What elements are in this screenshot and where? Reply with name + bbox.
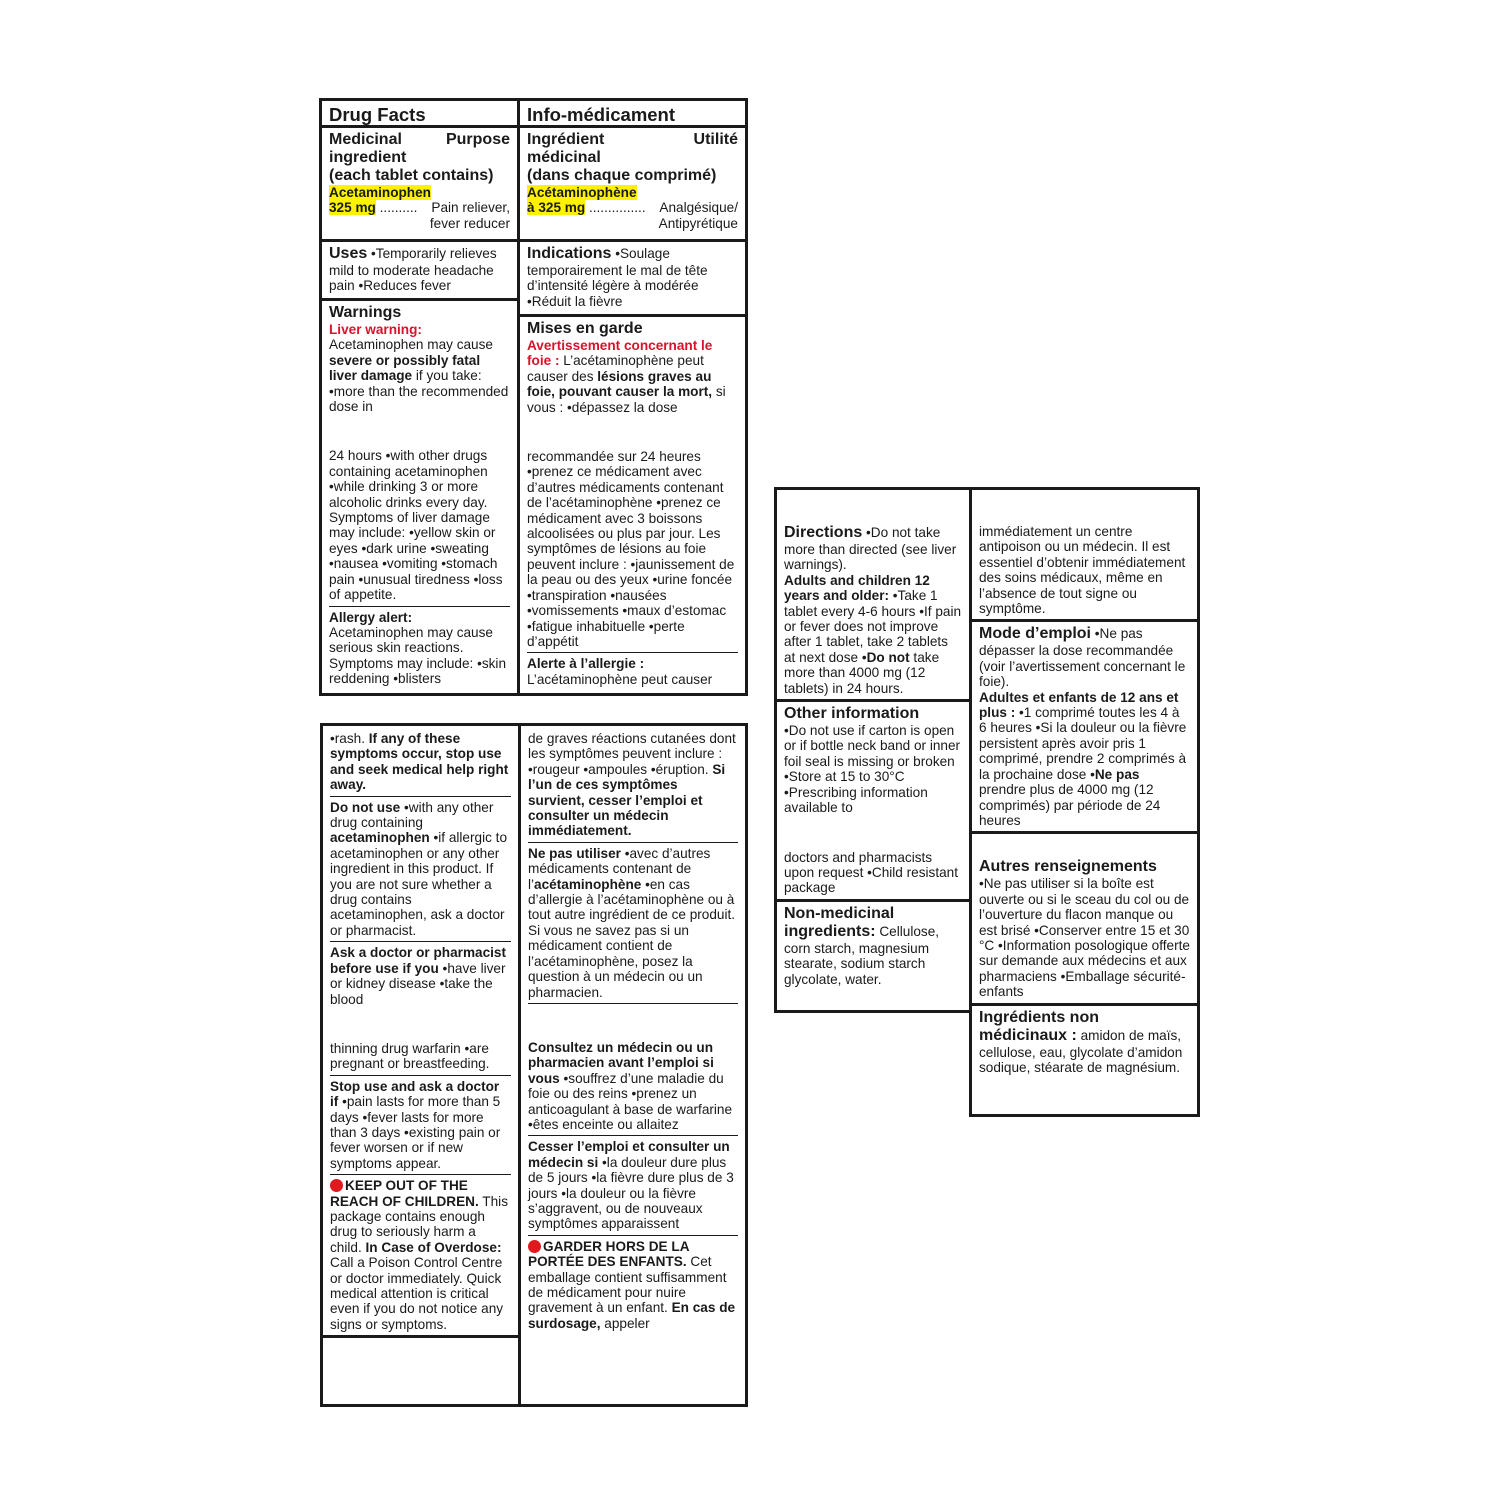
rash-section: •rash. If any of these symptoms occur, stop use and seek medical help right away. Do not use •with any other drug containing acetaminophen •if allergic to acetaminophen or any other ingredient in this product. If you are not sure whether a drug contains acetaminophen, ask a doctor or pharmacist. Ask a doctor or pharmacist before use if you •have liver or kidney disease •take the blood thinning drug warfarin •are pregnant or breastfeeding. Stop use and ask a doctor if •pain lasts for more than 5 days •fever lasts for more than 3 days •existing pain or fever worsen or if new symptoms appear. KEEP OUT OF THE REACH OF CHILDREN. This package contains enough drug to seriously harm a child. In Case of Overdose: Call a Poison Control Centre or doctor immediately. Quick medical attention is critical even if you do not notice any signs or symptoms. — [323, 726, 518, 1338]
info-medicament-title: Info-médicament — [520, 101, 745, 128]
autres-renseignements-section: Autres renseignements •Ne pas utiliser si la boîte est ouverte ou si le sceau du col ou de l’ouverture du flacon manque ou est brisé •Conserver entre 15 et 30 °C •Information posologique offerte sur demande aux médecins et aux pharmaciens •Emballage sécurité-enfants — [972, 834, 1197, 1005]
liver-warning-heading: Liver warning: — [329, 322, 422, 337]
stop-dot-icon — [330, 1179, 343, 1192]
rash-section-fr: de graves réactions cutanées dont les symptômes peuvent inclure : •rougeur •ampoules •éruption. Si l’un de ces symptômes survient, cesser l’emploi et consulter un médecin immédiatement. Ne pas utiliser •avec d’autres médicaments contenant de l’acétaminophène •en cas d’allergie à l’acétaminophène ou à tout autre ingrédient de ce produit. Si vous ne savez pas si un médicament contient de l’acétaminophène, posez la question à un médecin ou un pharmacien. Consultez un médecin ou un pharmacien avant l’emploi si vous •souffrez d’une maladie du foie ou des reins •prenez un anticoagulant à base de warfarine •êtes enceinte ou allaitez Cesser l’emploi et consulter un médecin si •la douleur dure plus de 5 jours •la fièvre dure plus de 3 jours •la douleur ou la fièvre s’aggravent, ou de nouveaux symptômes apparaissent GARDER HORS DE LA PORTÉE DES ENFANTS. Cet emballage contient suffisamment de médicament pour nuire gravement à un enfant. En cas de surdosage, appeler — [521, 726, 745, 1334]
continued-overdose-section: immédiatement un centre antipoison ou un médecin. Il est essentiel d’obtenir immédiatement des soins médicaux, même en l’absence de tout signe ou symptôme. — [972, 490, 1197, 622]
allergy-alert-heading: Allergy alert: — [329, 609, 413, 625]
mode-emploi-section: Mode d’emploi •Ne pas dépasser la dose recommandée (voir l’avertissement concernant le foie). Adultes et enfants de 12 ans et plus : •1 comprimé toutes les 4 à 6 heures •Si la douleur ou la fièvre persistent après avoir pris 1 comprimé, prendre 2 comprimés à la prochaine dose •Ne pas prendre plus de 4000 mg (12 comprimés) par période de 24 heures — [972, 622, 1197, 834]
english-column — [323, 726, 521, 1404]
ingredient-section-fr: Ingrédient Utilité médicinal (dans chaque comprimé) Acétaminophène à 325 mg ............... Analgésique/ Antipyrétique — [520, 128, 745, 242]
non-medicinal-section: Non-medicinal ingredients: Cellulose, corn starch, magnesium stearate, sodium starch glycolate, water. — [784, 904, 940, 987]
french-column — [520, 101, 745, 693]
active-ingredient-name: Acetaminophen — [329, 185, 431, 200]
drug-facts-panel-top — [319, 98, 748, 696]
french-column — [521, 726, 745, 1404]
ingredient-section: Medicinal Purpose ingredient (each tablet contains) Acetaminophen 325 mg .......... Pain reliever, fever reducer — [322, 128, 517, 242]
stop-dot-icon — [528, 1240, 541, 1253]
drug-facts-panel-bottom — [320, 723, 748, 1407]
uses-section: Uses •Temporarily relieves mild to moderate headache pain •Reduces fever — [322, 242, 517, 301]
indications-section: Indications •Soulage temporairement le mal de tête d’intensité légère à modérée •Réduit la fièvre — [520, 242, 745, 317]
english-column — [774, 487, 972, 1013]
directions-section: Directions •Do not take more than directed (see liver warnings). Adults and children 12 years and older: •Take 1 tablet every 4-6 hours •If pain or fever does not improve after 1 tablet, take 2 tablets at next dose •Do not take more than 4000 mg (12 tablets) in 24 hours. — [777, 490, 969, 702]
ingredients-non-medicinaux-section: Ingrédients non médicinaux : amidon de maïs, cellulose, eau, glycolate d’amidon sodique, stéarate de magnésium. — [979, 1008, 1183, 1075]
english-column — [322, 101, 520, 693]
directions-panel — [774, 487, 1200, 1117]
drug-facts-title: Drug Facts — [322, 101, 517, 128]
mises-en-garde-section: Mises en garde Avertissement concernant le foie : L’acétaminophène peut causer des lésions graves au foie, pouvant causer la mort, si vous : •dépassez la dose recommandée sur 24 heures •prenez ce médicament avec d’autres médicaments contenant de l’acétaminophène •prenez ce médicament avec 3 boissons alcoolisées ou plus par jour. Les symptômes de lésions au foie peuvent inclure : •jaunissement de la peau ou des yeux •urine foncée •transpiration •nausées •vomissements •maux d’estomac •fatigue inhabituelle •perte d’appétit Alerte à l’allergie : L’acétaminophène peut causer — [520, 317, 745, 690]
warnings-section: Warnings Liver warning: Acetaminophen may cause severe or possibly fatal liver damage if you take: •more than the recommended dose in 24 hours •with other drugs containing acetaminophen •while drinking 3 or more alcoholic drinks every day. Symptoms of liver damage may include: •yellow skin or eyes •dark urine •sweating •nausea •vomiting •stomach pain •unusual tiredness •loss of appetite. Allergy alert: Acetaminophen may cause serious skin reactions. Symptoms may include: •skin reddening •blisters — [329, 304, 509, 687]
other-information-section: Other information •Do not use if carton is open or if bottle neck band or inner foil seal is missing or broken •Store at 15 to 30°C •Prescribing information available to doctors and pharmacists upon request •Child resistant package — [777, 702, 969, 902]
french-column — [969, 487, 1200, 1117]
